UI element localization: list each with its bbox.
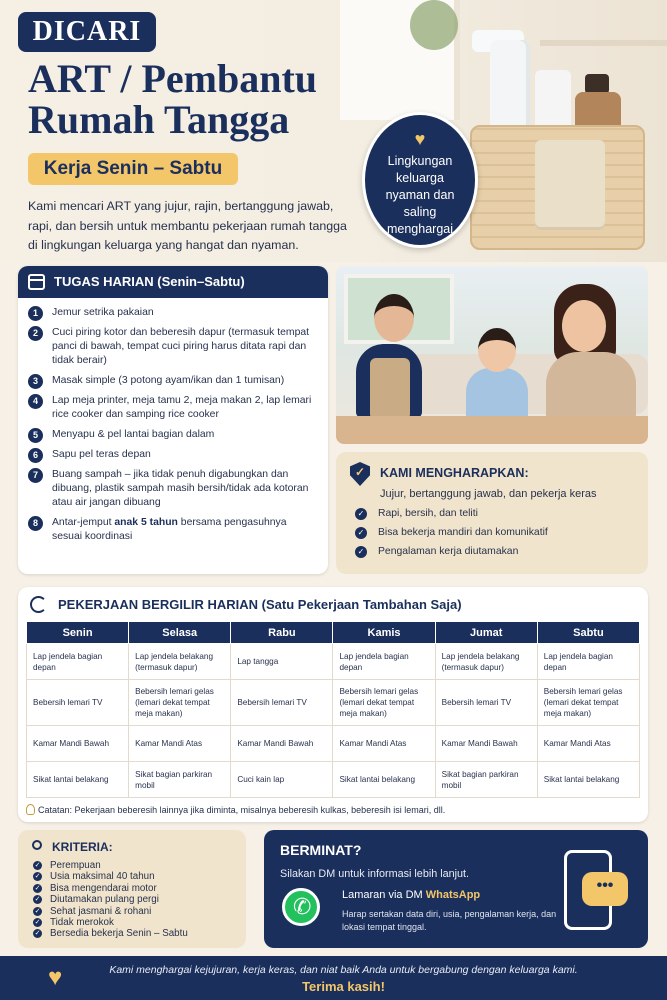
task-list bbox=[18, 298, 328, 544]
chat-bubble-icon: ••• bbox=[582, 872, 628, 906]
check-icon: ✓ bbox=[34, 862, 41, 869]
task-number: 1 bbox=[28, 306, 43, 321]
expectations-title: KAMI MENGHARAPKAN: bbox=[380, 466, 529, 480]
calendar-icon bbox=[28, 274, 45, 290]
dicari-badge: DICARI bbox=[18, 12, 156, 52]
rotating-note bbox=[26, 805, 640, 815]
table-cell: Lap jendela bagian depan bbox=[27, 644, 129, 680]
table-cell: Lap jendela bagian depan bbox=[537, 644, 639, 680]
table-cell: Sikat lantai belakang bbox=[27, 762, 129, 798]
table-cell: Lap tangga bbox=[231, 644, 333, 680]
criteria-text: Perempuan bbox=[50, 860, 101, 871]
check-icon: ✓ bbox=[34, 907, 41, 915]
task-text: Jemur setrika pakaian bbox=[52, 307, 154, 318]
table-cell: Sikat bagian parkiran mobil bbox=[435, 762, 537, 798]
towel-illustration bbox=[535, 140, 605, 230]
expectation-item bbox=[350, 508, 634, 519]
application-instructions: Harap sertakan data diri, usia, pengalaman kerja, dan lokasi tempat tinggal. bbox=[342, 909, 557, 932]
whatsapp-prefix: Lamaran via DM bbox=[342, 889, 426, 901]
task-text: Lap meja printer, meja tamu 2, meja makan 2, lap lemari rice cooker dan samping rice cooker bbox=[52, 395, 312, 420]
task-item bbox=[28, 448, 318, 462]
title-line-1: ART / Pembantu bbox=[28, 56, 318, 101]
task-item bbox=[28, 394, 318, 422]
check-icon: ✓ bbox=[34, 919, 41, 927]
daily-tasks-card bbox=[18, 266, 328, 574]
criteria-card bbox=[18, 830, 246, 948]
table-cell: Cuci kain lap bbox=[231, 762, 333, 798]
rotating-tasks-title: PEKERJAAN BERGILIR HARIAN (Satu Pekerjaan Tambahan Saja) bbox=[58, 597, 462, 612]
task-text: Buang sampah – jika tidak penuh digabungkan dan dibuang, plastik sampah masih bersih/tidak ada kotoran atau air jangan dibuang bbox=[52, 469, 309, 508]
refresh-icon bbox=[30, 596, 47, 613]
check-icon: ✓ bbox=[34, 896, 41, 904]
shelf-illustration bbox=[540, 40, 667, 46]
day-header: Senin bbox=[27, 622, 129, 644]
table-cell: Kamar Mandi Bawah bbox=[435, 726, 537, 762]
table-cell: Sikat lantai belakang bbox=[537, 762, 639, 798]
task-item bbox=[28, 428, 318, 442]
criteria-item bbox=[30, 928, 234, 939]
criteria-header bbox=[30, 840, 234, 854]
heart-icon: ♥ bbox=[48, 964, 63, 991]
table-header-row bbox=[27, 622, 640, 644]
check-icon: ✓ bbox=[34, 873, 41, 881]
table-cell: Lap jendela bagian depan bbox=[333, 644, 435, 680]
interested-card bbox=[264, 830, 648, 948]
check-icon: ✓ bbox=[34, 884, 41, 892]
task-text: Menyapu & pel lantai bagian dalam bbox=[52, 429, 215, 440]
daily-tasks-title: TUGAS HARIAN (Senin–Sabtu) bbox=[54, 274, 245, 289]
person-icon bbox=[32, 840, 42, 850]
table-cell: Bebersih lemari TV bbox=[27, 680, 129, 726]
interested-title: BERMINAT? bbox=[280, 842, 362, 858]
table-cell: Lap jendela belakang (termasuk dapur) bbox=[129, 644, 231, 680]
check-icon: ✓ bbox=[355, 527, 367, 539]
table-cell: Bebersih lemari TV bbox=[231, 680, 333, 726]
table-cell: Lap jendela belakang (termasuk dapur) bbox=[435, 644, 537, 680]
table-row bbox=[27, 644, 640, 680]
task-number: 3 bbox=[28, 374, 43, 389]
photo-child-face bbox=[478, 328, 516, 372]
work-days-pill: Kerja Senin – Sabtu bbox=[28, 153, 238, 185]
table-row bbox=[27, 762, 640, 798]
photo-apron bbox=[370, 358, 410, 420]
plant-illustration bbox=[410, 0, 458, 50]
table-cell: Kamar Mandi Bawah bbox=[231, 726, 333, 762]
intro-text: Kami mencari ART yang jujur, rajin, bertanggung jawab, rapi, dan bersih untuk membantu pekerjaan rumah tangga di lingkungan keluarga yang hangat dan nyaman. bbox=[28, 199, 347, 252]
lightbulb-icon bbox=[26, 804, 35, 815]
expectation-text: Bisa bekerja mandiri dan komunikatif bbox=[378, 527, 548, 538]
task-item bbox=[28, 306, 318, 320]
table-cell: Kamar Mandi Atas bbox=[537, 726, 639, 762]
criteria-item bbox=[30, 917, 234, 928]
footer-thanks: Terima kasih! bbox=[302, 979, 385, 994]
whatsapp-line bbox=[342, 889, 480, 901]
table-cell: Bebersih lemari TV bbox=[435, 680, 537, 726]
task-number: 8 bbox=[28, 516, 43, 531]
expectation-text: Rapi, bersih, dan teliti bbox=[378, 508, 478, 519]
task-text-post: bersama pengasuhnya sesuai koordinasi bbox=[52, 517, 287, 542]
table-cell: Sikat lantai belakang bbox=[333, 762, 435, 798]
expectation-item bbox=[350, 546, 634, 557]
rotating-tasks-header bbox=[26, 595, 640, 617]
daily-tasks-header bbox=[18, 266, 328, 298]
table-cell: Kamar Mandi Bawah bbox=[27, 726, 129, 762]
criteria-title: KRITERIA: bbox=[52, 840, 113, 854]
criteria-text: Diutamakan pulang pergi bbox=[50, 894, 159, 906]
criteria-text: Sehat jasmani & rohani bbox=[50, 905, 152, 917]
criteria-item bbox=[30, 894, 234, 905]
environment-circle bbox=[362, 112, 478, 248]
table-cell: Bebersih lemari gelas (lemari dekat tempat meja makan) bbox=[333, 680, 435, 726]
task-number: 4 bbox=[28, 394, 43, 409]
criteria-text: Tidak merokok bbox=[50, 917, 114, 929]
task-number: 7 bbox=[28, 468, 43, 483]
day-header: Selasa bbox=[129, 622, 231, 644]
footer-message: Kami menghargai kejujuran, kerja keras, dan niat baik Anda untuk bergabung dengan keluarga kami. bbox=[109, 964, 578, 976]
task-text: Sapu pel teras depan bbox=[52, 449, 151, 460]
table-cell: Sikat bagian parkiran mobil bbox=[129, 762, 231, 798]
expectation-intro: Jujur, bertanggung jawab, dan pekerja keras bbox=[380, 488, 597, 500]
task-text: Cuci piring kotor dan beberesih dapur (termasuk tempat panci di bawah, tempat cuci piring harus ditata rapi dan tidak berair) bbox=[52, 327, 310, 366]
photo-mother-face bbox=[562, 300, 606, 352]
table-row bbox=[27, 680, 640, 726]
criteria-text: Usia maksimal 40 tahun bbox=[50, 871, 155, 883]
criteria-item bbox=[30, 871, 234, 882]
table-cell: Bebersih lemari gelas (lemari dekat tempat meja makan) bbox=[537, 680, 639, 726]
task-number: 5 bbox=[28, 428, 43, 443]
rotating-tasks-table bbox=[26, 621, 640, 798]
title-line-2: Rumah Tangga bbox=[28, 97, 290, 142]
header-banner bbox=[0, 0, 667, 262]
task-item bbox=[28, 326, 318, 368]
task-text-bold: anak 5 tahun bbox=[114, 517, 178, 528]
criteria-item bbox=[30, 883, 234, 894]
task-number: 6 bbox=[28, 448, 43, 463]
family-photo bbox=[336, 266, 648, 444]
expectation-item bbox=[350, 527, 634, 538]
criteria-text: Bersedia bekerja Senin – Sabtu bbox=[50, 928, 188, 940]
check-icon: ✓ bbox=[355, 508, 367, 520]
footer-banner bbox=[0, 956, 667, 1000]
jar-lid bbox=[585, 74, 609, 94]
day-header: Jumat bbox=[435, 622, 537, 644]
rotating-tasks-card bbox=[18, 587, 648, 822]
page-title bbox=[28, 58, 368, 140]
whatsapp-link[interactable]: WhatsApp bbox=[425, 889, 481, 901]
table-row bbox=[27, 726, 640, 762]
task-item bbox=[28, 374, 318, 388]
photo-table bbox=[336, 416, 648, 444]
photo-housekeeper-face bbox=[374, 294, 414, 342]
day-header: Sabtu bbox=[537, 622, 639, 644]
note-text: Catatan: Pekerjaan beberesih lainnya jika diminta, misalnya beberesih kulkas, beberesih isi lemari, dll. bbox=[38, 805, 446, 815]
day-header: Rabu bbox=[231, 622, 333, 644]
day-header: Kamis bbox=[333, 622, 435, 644]
expectations-card bbox=[336, 452, 648, 574]
criteria-item bbox=[30, 860, 234, 871]
shield-check-icon bbox=[350, 462, 370, 486]
check-icon: ✓ bbox=[355, 546, 367, 558]
expectation-text: Pengalaman kerja diutamakan bbox=[378, 546, 519, 557]
whatsapp-icon[interactable] bbox=[282, 888, 320, 926]
environment-text: Lingkungan keluarga nyaman dan saling menghargai bbox=[385, 154, 455, 236]
criteria-list bbox=[30, 860, 234, 940]
criteria-text: Bisa mengendarai motor bbox=[50, 882, 157, 894]
task-item bbox=[28, 468, 318, 510]
table-cell: Kamar Mandi Atas bbox=[333, 726, 435, 762]
check-icon: ✓ bbox=[34, 930, 41, 938]
interested-subtitle: Silakan DM untuk informasi lebih lanjut. bbox=[280, 868, 470, 880]
task-text: Masak simple (3 potong ayam/ikan dan 1 tumisan) bbox=[52, 375, 285, 386]
task-item bbox=[28, 516, 318, 544]
table-cell: Bebersih lemari gelas (lemari dekat tempat meja makan) bbox=[129, 680, 231, 726]
table-cell: Kamar Mandi Atas bbox=[129, 726, 231, 762]
heart-icon: ♥ bbox=[414, 129, 426, 149]
criteria-item bbox=[30, 906, 234, 917]
task-text-pre: Antar-jemput bbox=[52, 517, 115, 528]
task-number: 2 bbox=[28, 326, 43, 341]
